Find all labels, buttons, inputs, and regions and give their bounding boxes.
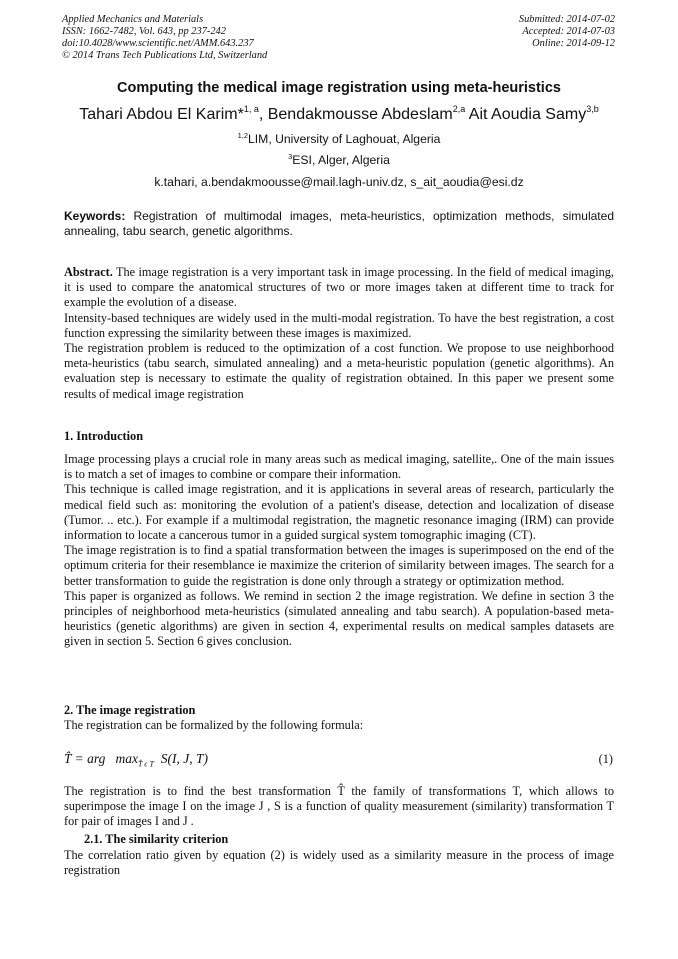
paper-title: Computing the medical image registration using meta-heuristics <box>117 80 561 96</box>
author-name: Ait Aoudia Samy <box>468 106 587 123</box>
equation-1: T̂ = arg $\max_{T̂ \epsilon T} S(I$, J, T) <box>64 751 208 769</box>
body-paragraph: The image registration is to find a spatial transformation between the images is superimposed on the end of the optimum criteria for their resemblance ie maximize the criterion of similarity between images. The search for a better transformation to guide the registration is done only through a strategy or optimization method. <box>64 543 614 588</box>
abstract <box>64 265 614 402</box>
body-paragraph: The registration can be formalized by the following formula: <box>64 718 364 732</box>
author-list: Tahari Abdou El Karim*$^{1, a}$, Bendakmousse Abdeslam$^{2,a}$ Ait Aoudia Samy$^{3,b}$ <box>79 104 599 123</box>
journal-name: Applied Mechanics and Materials <box>62 14 204 25</box>
abstract-paragraph: Intensity-based techniques are widely used in the multi-modal registration. To have the best registration, a cost function expressing the similarity between these images is maximized. <box>64 310 614 340</box>
equation-number: (1) <box>598 752 613 766</box>
section-heading: 1. Introduction <box>64 429 144 443</box>
publication-dates <box>519 14 615 50</box>
affiliation: $^3$ESI, Alger, Algeria <box>288 152 390 167</box>
author-affil-mark: 2,a <box>452 104 466 114</box>
subsection-heading: 2.1. The similarity criterion <box>84 832 229 846</box>
journal-info <box>62 14 267 62</box>
author-name: Bendakmousse Abdeslam <box>267 106 453 123</box>
section-heading: 2. The image registration <box>64 703 196 717</box>
body-paragraph: This paper is organized as follows. We remind in section 2 the image registration. We define in section 3 the principles of neighborhood meta-heuristics (simulated annealing and tabu search). A population-based meta-heuristics (genetic algorithms) are given in section 4, experimental results on medical samples datasets are given in section 5. Section 6 gives conclusion. <box>64 588 614 649</box>
author-emails: k.tahari, a.bendakmoousse@mail.lagh-univ.dz, s_ait_aoudia@esi.dz <box>154 175 524 189</box>
accepted-date: Accepted: 2014-07-03 <box>522 26 615 37</box>
keywords <box>64 209 614 239</box>
abstract-paragraph: The image registration is a very important task in image processing. In the field of medical imaging, it is used to compare the anatomical structures of two or more images taken at different time to track for example the evolution of a disease. <box>64 265 614 310</box>
author-affil-mark: 3,b <box>586 104 599 114</box>
author-affil-mark: 1, a <box>243 104 259 114</box>
body-paragraph: This technique is called image registration, and it is applications in several areas of research, particularly the medical field such as: monitoring the evolution of a patient's disease, detection and localization of disease (Tumor. .. etc.). For example if a multimodal registration, the magnetic resonance imaging (IRM) can provide information to locate a cancerous tumor in a guided surgical system tomographic imaging (CT). <box>64 482 614 543</box>
keywords-label: Keywords: <box>64 209 126 223</box>
abstract-label: Abstract. <box>64 265 113 279</box>
doi-line[interactable]: doi:10.4028/www.scientific.net/AMM.643.237 <box>62 38 254 49</box>
body-paragraph: The correlation ratio given by equation (2) is widely used as a similarity measure in the process of image registration <box>64 848 614 878</box>
issn-line: ISSN: 1662-7482, Vol. 643, pp 237-242 <box>62 26 226 37</box>
body-paragraph: Image processing plays a crucial role in many areas such as medical imaging, satellite,. One of the main issues is to match a set of images to combine or compare their information. <box>64 452 614 482</box>
author-name: Tahari Abdou El Karim* <box>79 106 244 123</box>
online-date: Online: 2014-09-12 <box>532 38 615 49</box>
affiliation: $^{1,2}$LIM, University of Laghouat, Algeria <box>237 131 441 146</box>
body-paragraph: The registration is to find the best transformation T̂ the family of transformations T, which allows to superimpose the image I on the image J , S is a function of quality measurement (similarity) transformation T for pair of images I and J . <box>64 784 614 829</box>
abstract-paragraph: The registration problem is reduced to the optimization of a cost function. We propose to use neighborhood meta-heuristics (tabu search, simulated annealing) and a meta-heuristic population (genetic algorithms). An evaluation step is necessary to estimate the quality of registration obtained. In this paper we present some results of medical image registration <box>64 341 614 401</box>
introduction-body <box>64 452 614 650</box>
submitted-date: Submitted: 2014-07-02 <box>518 14 615 25</box>
keywords-text: Registration of multimodal images, meta-heuristics, optimization methods, simulated annealing, tabu search, genetic algorithms. <box>64 209 614 239</box>
copyright-line: © 2014 Trans Tech Publications Ltd, Switzerland <box>62 50 268 61</box>
